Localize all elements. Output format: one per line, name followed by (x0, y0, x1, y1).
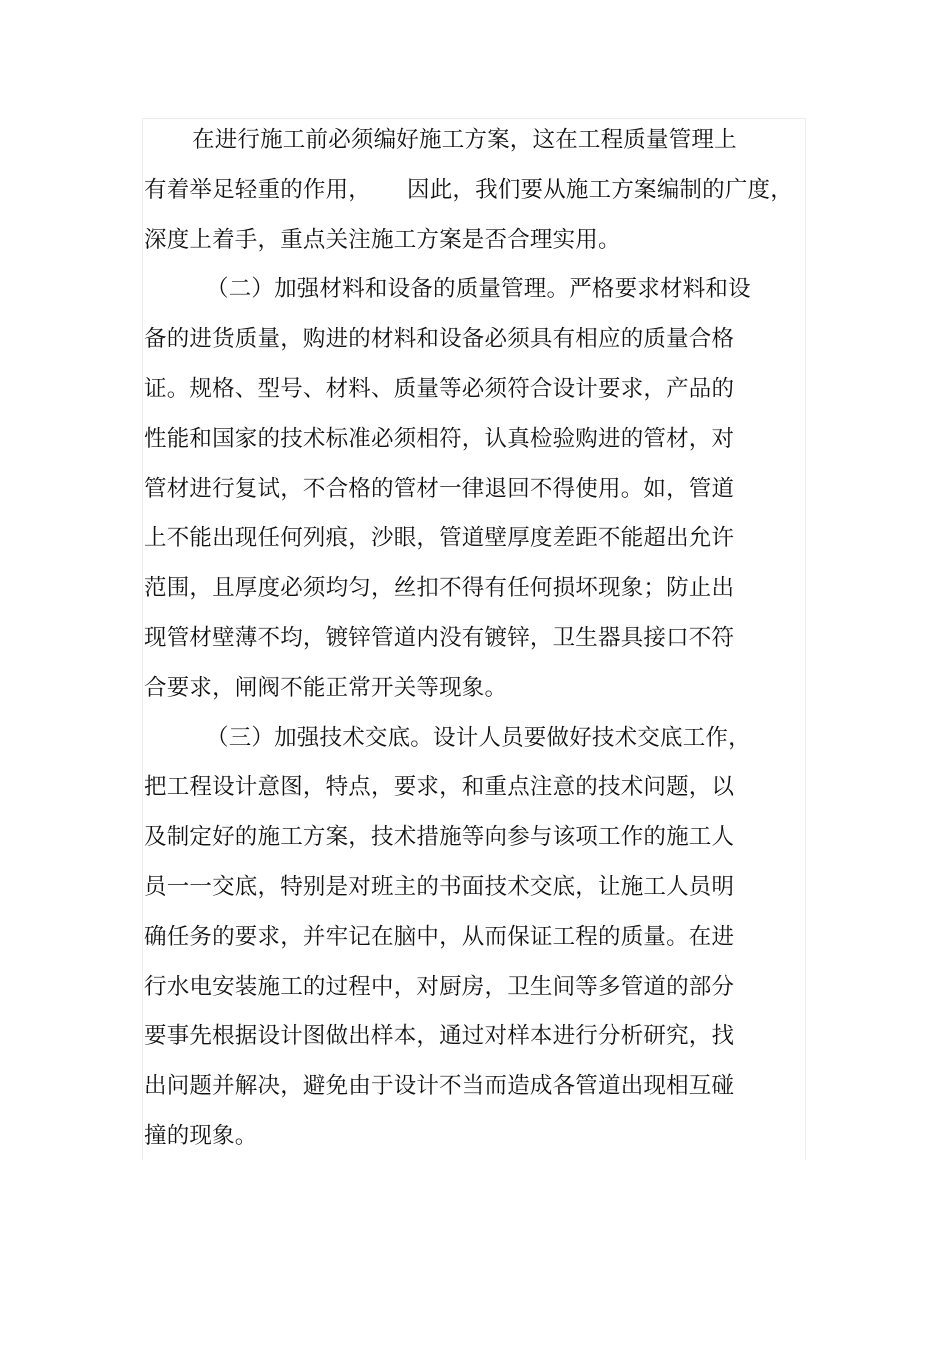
section-heading-line: （二）加强材料和设备的质量管理。严格要求材料和设 (206, 276, 751, 303)
paragraph-line: 要事先根据设计图做出样本，通过对样本进行分析研究，找 (144, 1023, 735, 1050)
text-segment: 有着举足轻重的作用， (144, 176, 372, 203)
paragraph-line: 把工程设计意图，特点，要求，和重点注意的技术问题，以 (144, 774, 735, 801)
paragraph-line: 深度上着手，重点关注施工方案是否合理实用。 (144, 226, 621, 253)
text-segment: 因此，我们要从施工方案编制的广度， (407, 176, 793, 203)
paragraph-line: 证。规格、型号、材料、质量等必须符合设计要求，产品的 (144, 375, 735, 402)
paragraph-line: 管材进行复试，不合格的管材一律退回不得使用。如，管道 (144, 475, 735, 502)
paragraph-line: 及制定好的施工方案，技术措施等向参与该项工作的施工人 (144, 824, 735, 851)
paragraph-line: 合要求，闸阀不能正常开关等现象。 (144, 674, 508, 701)
paragraph-line: 在进行施工前必须编好施工方案，这在工程质量管理上 (192, 127, 737, 153)
paragraph-line: 行水电安装施工的过程中，对厨房，卫生间等多管道的部分 (144, 973, 735, 1000)
paragraph-line (144, 166, 804, 216)
paragraph-line: 范围，且厚度必须均匀，丝扣不得有任何损坏现象；防止出 (144, 575, 735, 602)
paragraph-line: 确任务的要求，并牢记在脑中，从而保证工程的质量。在进 (144, 923, 735, 950)
paragraph-line: 员一一交底，特别是对班主的书面技术交底，让施工人员明 (144, 873, 735, 900)
section-heading-line: （三）加强技术交底。设计人员要做好技术交底工作， (206, 724, 751, 751)
paragraph-line: 性能和国家的技术标准必须相符，认真检验购进的管材，对 (144, 425, 735, 452)
document-body (144, 116, 804, 1162)
paragraph-line: 出问题并解决，避免由于设计不当而造成各管道出现相互碰 (144, 1073, 735, 1100)
paragraph-line: 撞的现象。 (144, 1122, 258, 1149)
paragraph-line: 现管材壁薄不均，镀锌管道内没有镀锌，卫生器具接口不符 (144, 624, 735, 651)
paragraph-line: 备的进货质量，购进的材料和设备必须具有相应的质量合格 (144, 326, 735, 353)
paragraph-line: 上不能出现任何列痕，沙眼，管道壁厚度差距不能超出允许 (144, 525, 735, 552)
